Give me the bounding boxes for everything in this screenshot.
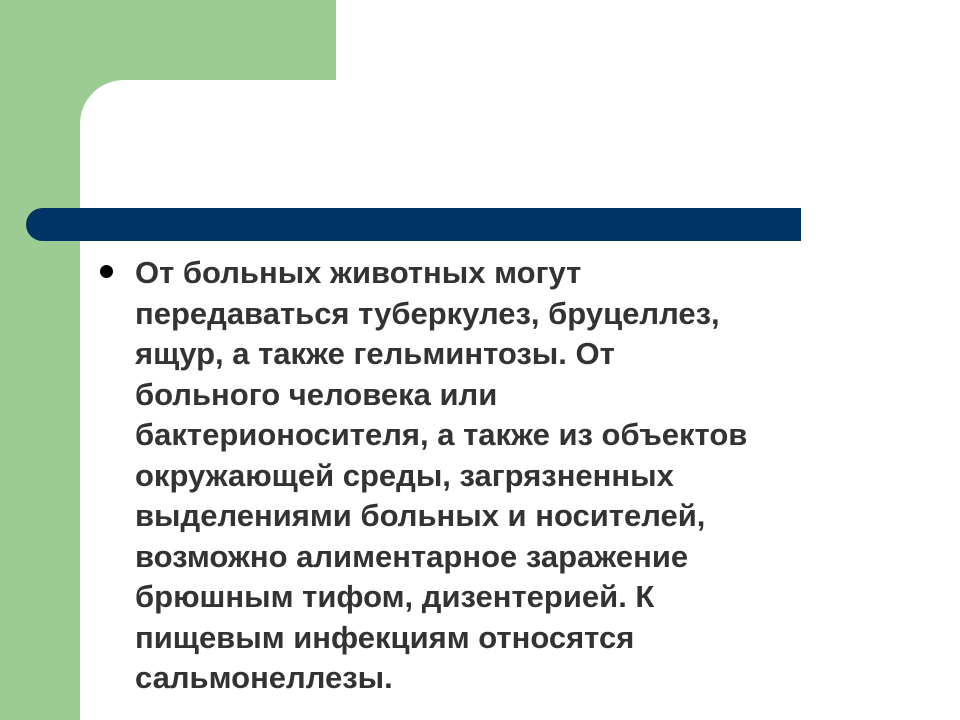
bullet-icon bbox=[100, 265, 113, 278]
bullet-text: От больных животных могут передаваться туберкулез, бруцеллез, ящур, а также гельминтозы. От больного человека или бактерионосителя, а также из объектов окружающей среды, загрязненных выделениями больных и носителей, возможно алиментарное заражение брюшным тифом, дизентерией. К пищевым инфекциям относятся сальмонеллезы. bbox=[135, 255, 748, 695]
title-bar bbox=[26, 208, 801, 241]
